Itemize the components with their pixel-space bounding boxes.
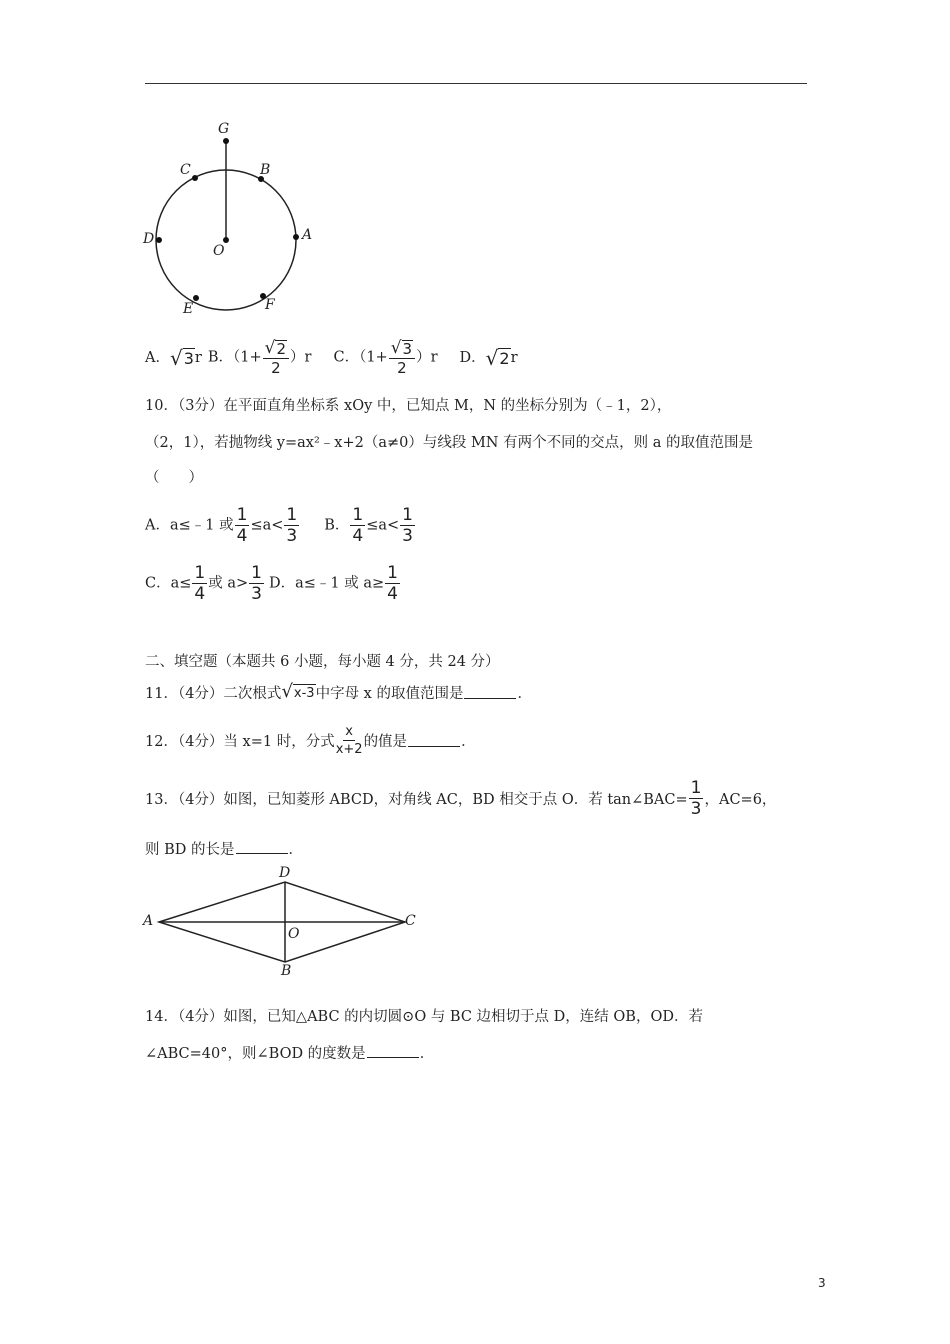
q9-option-b: B．（1+ √ 2 2 ）r [207,337,312,377]
label-a: A [143,913,154,929]
label-c: C [180,162,191,178]
q9-option-c: C．（1+ √ 3 2 ）r [333,337,438,377]
header-rule [145,83,807,84]
q9-option-a: A． √ 3 r [145,346,202,370]
section-heading: 二、填空题（本题共 6 小题，每小题 4 分，共 24 分） [145,654,500,670]
q10-option-d: D．a≤﹣1 或 a≥ $\frac{1}{4}$ [268,562,398,604]
label-b: B [260,162,271,178]
label-a: A [302,227,313,243]
q14-line2: ∠ABC=40°，则∠BOD 的度数是 ． [145,1046,435,1062]
q9-options [145,339,518,375]
q10-options-row1 [145,503,416,547]
label-d: D [143,231,155,247]
point-a [293,234,299,240]
q10-option-c: C．a≤ $\frac{1}{4}$ 或 a> $\frac{1}{3}$ [145,562,262,604]
q10-option-a: A．a≤﹣1 或 $\frac{1}{4}$ ≤a< $\frac{1}{3}$ [145,504,298,546]
label-g: G [218,121,230,137]
label-o: O [288,926,300,942]
q10-option-b: B． $\frac{1}{4}$ ≤a< $\frac{1}{3}$ [324,504,413,546]
q10-line1: 10．（3分）在平面直角坐标系 xOy 中，已知点 M，N 的坐标分别为（﹣1，2）， [145,398,672,414]
q12: 12．（4分）当 x=1 时，分式 $\frac{x}{x+2}$ 的值是 ． [145,723,476,757]
q11: 11．（4分）二次根式 √ x-3 中字母 x 的取值范围是 ． [145,681,532,702]
label-d: D [279,865,291,881]
answer-blank [464,686,516,699]
answer-blank [367,1045,419,1058]
label-b: B [281,963,292,979]
point-c [192,175,198,181]
page-number: 3 [818,1276,826,1290]
answer-blank [236,841,288,854]
q10-line3: （ ） [145,470,203,486]
q9-option-d: D． √ 2 r [459,346,518,370]
q13-line1: 13．（4分）如图，已知菱形 ABCD，对角线 AC，BD 相交于点 O．若 tan∠BAC= $\frac{1}{3}$ ，AC=6， [145,777,777,819]
label-o: O [213,243,225,259]
q10-line2: （2，1），若抛物线 y=ax²﹣x+2（a≠0）与线段 MN 有两个不同的交点，则 a 的取值范围是 [145,435,753,451]
answer-blank [408,734,460,747]
q13-line2: 则 BD 的长是 ． [145,842,303,858]
circle-figure [135,115,335,320]
point-d [156,237,162,243]
label-f: F [265,297,275,313]
q14-line1: 14．（4分）如图，已知△ABC 的内切圆⊙O 与 BC 边相切于点 D，连结 OB，OD．若 [145,1009,703,1025]
q10-options-row2 [145,561,401,605]
label-e: E [183,301,194,317]
point-g [223,138,229,144]
point-e [193,295,199,301]
label-c: C [405,913,416,929]
